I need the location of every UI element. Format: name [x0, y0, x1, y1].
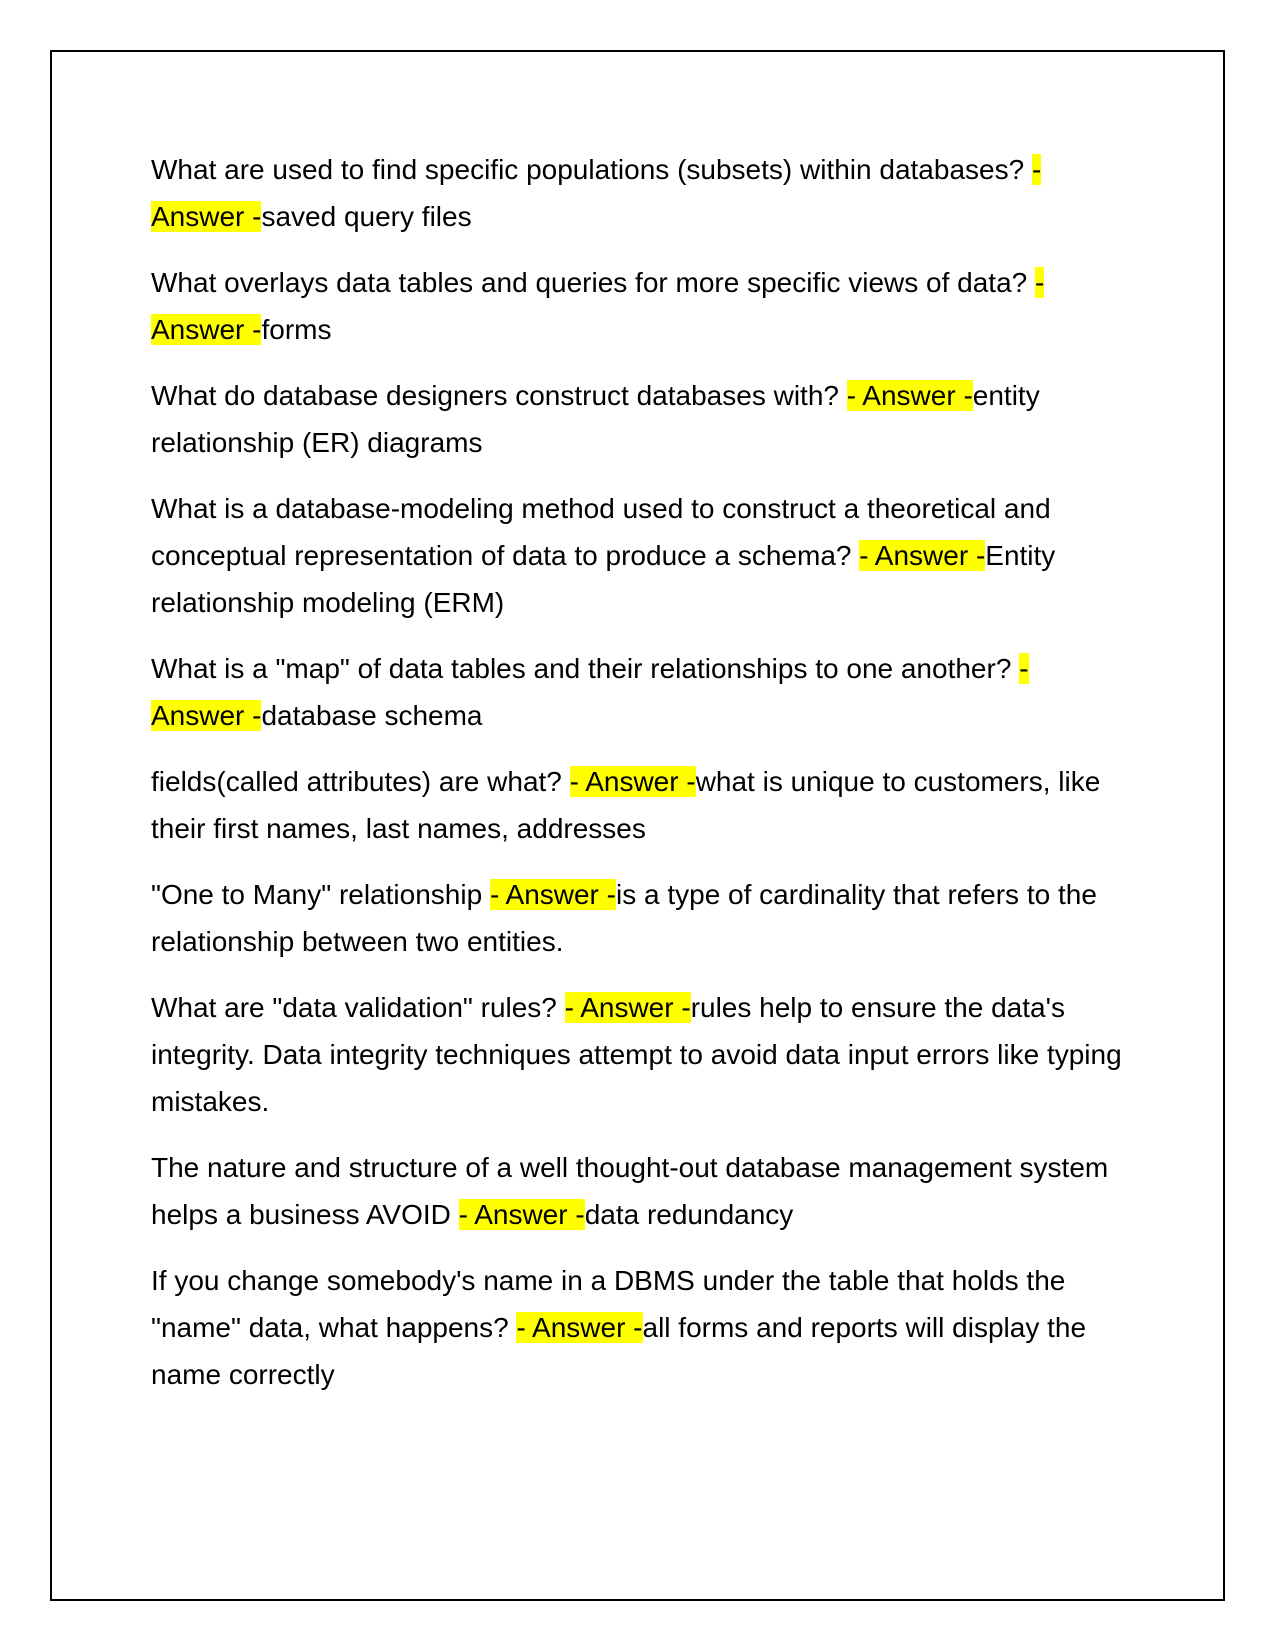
qa-item-2 [151, 259, 1126, 353]
question-text: What overlays data tables and queries for more specific views of data? [151, 267, 1035, 298]
question-text: What do database designers construct databases with? [151, 380, 847, 411]
answer-marker: - Answer - [859, 540, 986, 571]
qa-item-5 [151, 645, 1126, 739]
answer-marker: - Answer - [151, 653, 1029, 731]
qa-item-4 [151, 485, 1126, 626]
answer-text: data redundancy [584, 1199, 794, 1230]
qa-item-6 [151, 758, 1126, 852]
question-text: "One to Many" relationship [151, 879, 490, 910]
question-text: What is a "map" of data tables and their relationships to one another? [151, 653, 1020, 684]
question-text: fields(called attributes) are what? [151, 766, 570, 797]
answer-marker: - Answer - [489, 879, 616, 910]
qa-item-8 [151, 984, 1126, 1125]
answer-marker: - Answer - [516, 1312, 643, 1343]
answer-text: forms [261, 314, 332, 345]
answer-text: is a type of cardinality that refers to the relationship between two entities. [151, 879, 1097, 957]
qa-item-1 [151, 146, 1126, 240]
answer-text: rules help to ensure the data's integrity. Data integrity techniques attempt to avoid data input errors like typing mistakes. [151, 992, 1122, 1117]
document-body [151, 146, 1126, 1417]
qa-item-10 [151, 1257, 1126, 1398]
answer-text: what is unique to customers, like their first names, last names, addresses [151, 766, 1101, 844]
answer-marker: - Answer - [151, 267, 1045, 345]
qa-item-7 [151, 871, 1126, 965]
answer-text: database schema [261, 700, 483, 731]
question-text: What are "data validation" rules? [151, 992, 565, 1023]
answer-text: all forms and reports will display the name correctly [151, 1312, 1087, 1390]
question-text: What are used to find specific populations (subsets) within databases? [151, 154, 1032, 185]
answer-marker: - Answer - [458, 1199, 585, 1230]
answer-text: saved query files [261, 201, 472, 232]
answer-marker: - Answer - [151, 154, 1042, 232]
answer-marker: - Answer - [569, 766, 696, 797]
qa-item-3 [151, 372, 1126, 466]
question-text: What is a database-modeling method used to construct a theoretical and conceptual representation of data to produce a schema? [151, 493, 1051, 571]
answer-text: entity relationship (ER) diagrams [151, 380, 1040, 458]
question-text: If you change somebody's name in a DBMS under the table that holds the "name" data, what happens? [151, 1265, 1066, 1343]
answer-marker: - Answer - [564, 992, 691, 1023]
question-text: The nature and structure of a well thought-out database management system helps a business AVOID [151, 1152, 1109, 1230]
answer-text: Entity relationship modeling (ERM) [151, 540, 1056, 618]
qa-item-9 [151, 1144, 1126, 1238]
answer-marker: - Answer - [846, 380, 973, 411]
